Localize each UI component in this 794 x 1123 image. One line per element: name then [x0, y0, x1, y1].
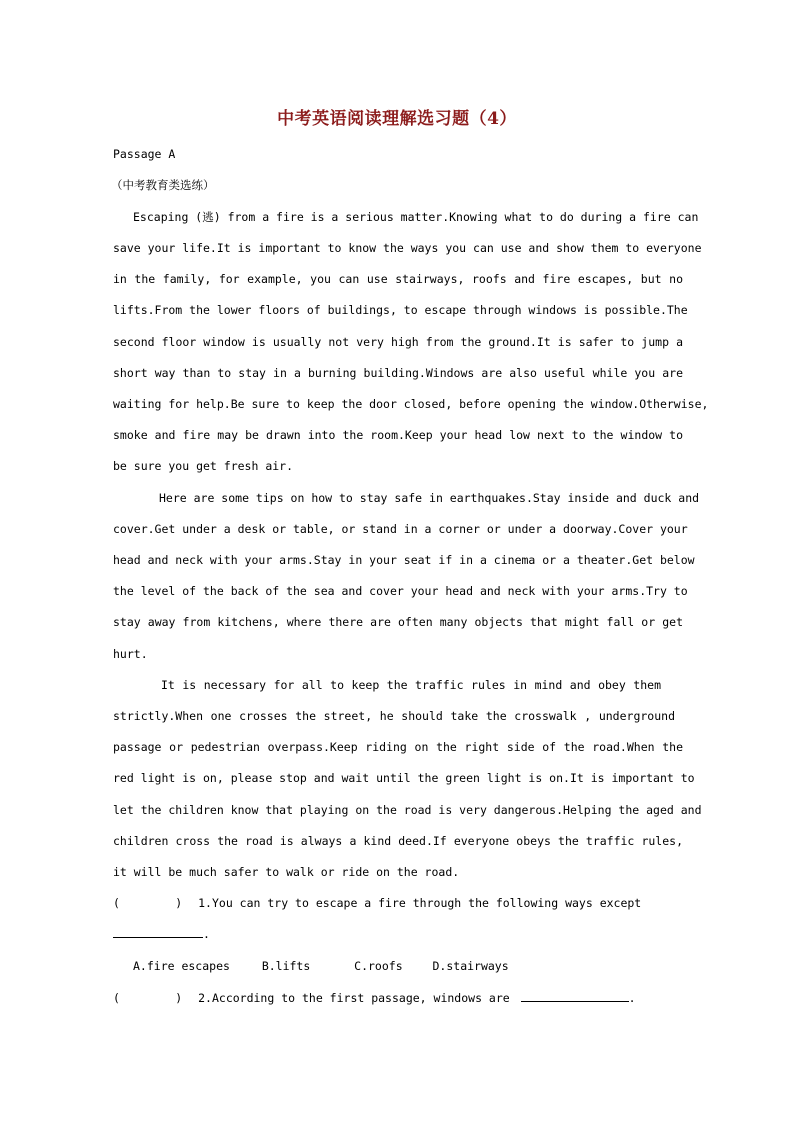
option-c[interactable]: C.roofs: [354, 959, 403, 973]
answer-paren[interactable]: ( ): [113, 991, 183, 1005]
question-1-options: [133, 959, 533, 973]
paragraph-2-line-3: head and neck with your arms.Stay in your seat if in a cinema or a theater.Get below: [113, 553, 695, 567]
answer-blank[interactable]: [521, 990, 629, 1002]
paragraph-3-line-6: children cross the road is always a kind deed.If everyone obeys the traffic rules,: [113, 834, 683, 848]
paragraph-2-line-6: hurt.: [113, 647, 148, 661]
paragraph-3-line-7: it will be much safer to walk or ride on the road.: [113, 865, 460, 879]
answer-paren[interactable]: ( ): [113, 896, 183, 910]
paragraph-1-line-4: lifts.From the lower floors of buildings, to escape through windows is possible.The: [113, 303, 688, 317]
paragraph-1-line-2: save your life.It is important to know the ways you can use and show them to everyone: [113, 241, 702, 255]
option-d[interactable]: D.stairways: [432, 959, 509, 973]
question-1-text: 1.You can try to escape a fire through the following ways except: [198, 896, 642, 910]
paragraph-3-line-3: passage or pedestrian overpass.Keep riding on the right side of the road.When the: [113, 740, 683, 754]
paragraph-3-line-2: strictly.When one crosses the street, he should take the crosswalk , underground: [113, 709, 675, 723]
paragraph-1-line-7: waiting for help.Be sure to keep the door closed, before opening the window.Otherwise,: [113, 397, 709, 411]
option-b[interactable]: B.lifts: [261, 959, 311, 973]
question-1-blank-line: .: [113, 926, 683, 941]
question-1: [113, 896, 683, 910]
paragraph-3-line-4: red light is on, please stop and wait until the green light is on.It is important to: [113, 771, 695, 785]
paragraph-1-line-3: in the family, for example, you can use stairways, roofs and fire escapes, but no: [113, 272, 683, 286]
passage-label: Passage A: [113, 147, 176, 161]
paragraph-3-line-1: It is necessary for all to keep the traffic rules in mind and obey them: [161, 678, 661, 692]
paragraph-2-line-5: stay away from kitchens, where there are often many objects that might fall or get: [113, 615, 683, 629]
paragraph-2-line-2: cover.Get under a desk or table, or stand in a corner or under a doorway.Cover your: [113, 522, 688, 536]
paragraph-3-line-5: let the children know that playing on the road is very dangerous.Helping the aged and: [113, 803, 702, 817]
question-2-text: 2.According to the first passage, windows are: [198, 991, 510, 1005]
passage-category: （中考教育类选练）: [111, 178, 215, 192]
option-a[interactable]: A.fire escapes: [133, 959, 230, 973]
document-title: 中考英语阅读理解选习题（4）: [277, 109, 517, 129]
question-2: ( ) 2.According to the first passage, windows are .: [113, 991, 636, 1005]
paragraph-2-line-4: the level of the back of the sea and cover your head and neck with your arms.Try to: [113, 584, 688, 598]
answer-blank[interactable]: [113, 926, 203, 938]
paragraph-2-line-1: Here are some tips on how to stay safe in earthquakes.Stay inside and duck and: [159, 491, 700, 505]
paragraph-1-line-1: Escaping (逃) from a fire is a serious matter.Knowing what to do during a fire can: [133, 210, 699, 224]
paragraph-1-line-9: be sure you get fresh air.: [113, 459, 294, 473]
paragraph-1-line-6: short way than to stay in a burning building.Windows are also useful while you are: [113, 366, 683, 380]
paragraph-1-line-5: second floor window is usually not very high from the ground.It is safer to jump a: [113, 335, 683, 349]
paragraph-1-line-8: smoke and fire may be drawn into the room.Keep your head low next to the window to: [113, 428, 683, 442]
